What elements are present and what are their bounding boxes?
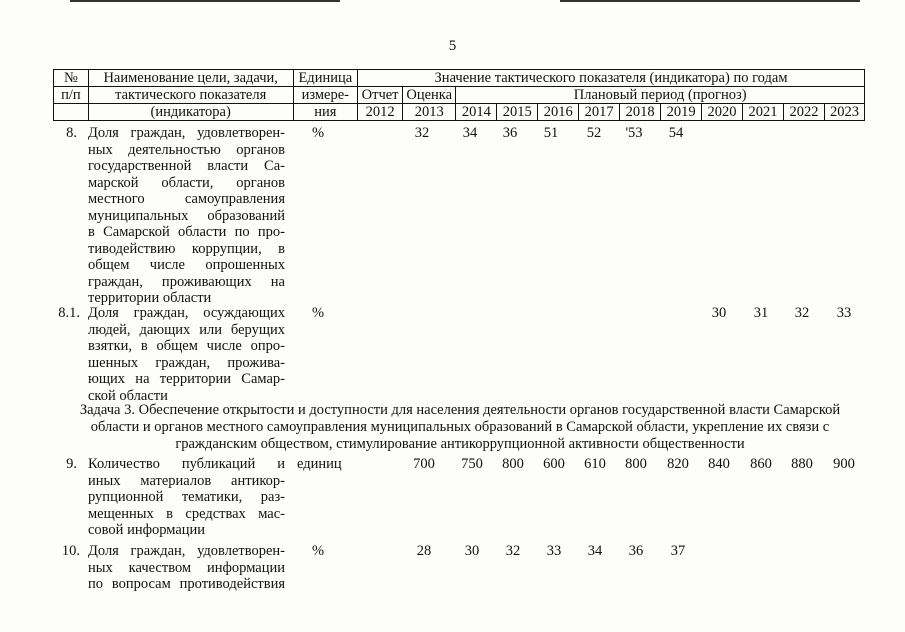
value-2017: 34 [587, 543, 603, 559]
value-2016: 51 [543, 125, 559, 141]
value-2022: 880 [791, 456, 813, 472]
header-year: 2016 [538, 104, 579, 121]
header-name-2: тактического показателя [88, 87, 293, 104]
header-number-2: п/п [54, 87, 89, 104]
header-year: 2021 [743, 104, 784, 121]
header-year: 2019 [661, 104, 702, 121]
header-year: 2022 [783, 104, 824, 121]
value-2021: 31 [753, 305, 769, 321]
indicator-unit: % [312, 543, 325, 559]
value-2020: 840 [708, 456, 730, 472]
value-2016: 33 [546, 543, 562, 559]
header-unit: Единица [293, 70, 358, 87]
row-number: 9. [66, 456, 77, 472]
header-values-title: Значение тактического показателя (индикатора) по годам [358, 70, 865, 87]
indicator-unit: % [312, 305, 325, 321]
value-2020: 30 [711, 305, 727, 321]
value-2023: 33 [836, 305, 852, 321]
value-2019: 54 [668, 125, 684, 141]
header-year: 2015 [497, 104, 538, 121]
value-2023: 900 [833, 456, 855, 472]
header-number-3 [54, 104, 89, 121]
header-name-3: (индикатора) [88, 104, 293, 121]
value-2022: 32 [794, 305, 810, 321]
value-2018: '53 [625, 125, 643, 141]
value-2019: 820 [667, 456, 689, 472]
indicator-table-header [53, 69, 865, 121]
value-2019: 37 [670, 543, 686, 559]
value-2015: 36 [502, 125, 518, 141]
header-number: № [54, 70, 89, 87]
value-2021: 860 [750, 456, 772, 472]
header-year: 2014 [456, 104, 497, 121]
header-year: 2017 [579, 104, 620, 121]
task-3-heading: Задача 3. Обеспечение открытости и доступности для населения деятельности органов государственной власти Самарской области и органов местного самоуправления муниципальных образований в Самарской области, укрепление их связи с гражданским обществом, стимулирование антикоррупционной активности общественности [79, 402, 841, 452]
value-2013: 700 [413, 456, 435, 472]
value-2018: 800 [625, 456, 647, 472]
header-estimate: Оценка [403, 87, 456, 104]
header-unit-2: измере- [293, 87, 358, 104]
value-2014: 750 [461, 456, 483, 472]
header-estimate-year: 2013 [403, 104, 456, 121]
header-report-year: 2012 [358, 104, 403, 121]
value-2014: 34 [462, 125, 478, 141]
indicator-name: Доля граждан, осуждающих людей, дающих или берущих взятки, в общем числе опро- шенных граждан, прожива- ющих на территории Самар- ской области [88, 305, 285, 404]
indicator-name: Количество публикаций и иных материалов антикор- рупционной тематики, раз- мещенных в средствах мас- совой информации [88, 456, 285, 538]
header-year: 2018 [620, 104, 661, 121]
value-2015: 32 [505, 543, 521, 559]
header-plan-period: Плановый период (прогноз) [456, 87, 865, 104]
top-rule-right [560, 0, 860, 2]
header-year: 2023 [824, 104, 864, 121]
indicator-name: Доля граждан, удовлетворен- ных качеством информации по вопросам противодействия [88, 543, 285, 592]
row-number: 8. [66, 125, 77, 141]
value-2016: 600 [543, 456, 565, 472]
value-2014: 30 [464, 543, 480, 559]
indicator-name: Доля граждан, удовлетворен- ных деятельностью органов государственной власти Са- марской области, органов местного самоуправления муниципальных образований в Самарской области по про- тиводействию коррупции, в общем числе опрошенных граждан, проживающих на территории области [88, 125, 285, 306]
header-unit-3: ния [293, 104, 358, 121]
header-name: Наименование цели, задачи, [88, 70, 293, 87]
top-rule-left [70, 0, 340, 2]
value-2015: 800 [502, 456, 524, 472]
value-2018: 36 [628, 543, 644, 559]
value-2017: 52 [586, 125, 602, 141]
row-number: 8.1. [58, 305, 80, 321]
value-2013: 28 [416, 543, 432, 559]
row-number: 10. [61, 543, 80, 559]
header-year: 2020 [702, 104, 743, 121]
indicator-unit: % [312, 125, 325, 141]
value-2017: 610 [584, 456, 606, 472]
indicator-unit: единиц [297, 456, 342, 472]
header-report: Отчет [358, 87, 403, 104]
page-number: 5 [448, 38, 457, 54]
value-2013: 32 [414, 125, 430, 141]
